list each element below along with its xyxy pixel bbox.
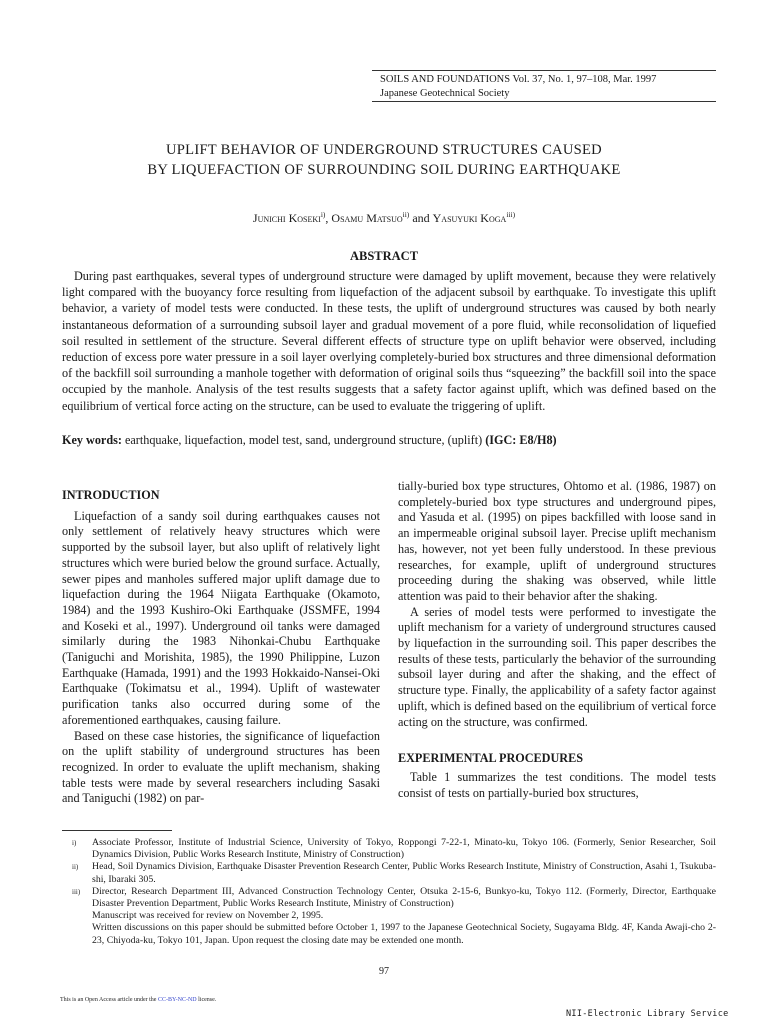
service-label: NII-Electronic Library Service bbox=[566, 1009, 729, 1019]
author-3: Yasuyuki Koga bbox=[432, 211, 507, 225]
author-1-affil-mark: i) bbox=[320, 210, 326, 219]
paragraph: Liquefaction of a sandy soil during earthquakes causes not only settlement of relatively heavy structures which were supported by the subsoil layer, but also uplift of relatively light structures which were buried below the ground surface. Actually, sewer pipes and manholes suffered major uplift damage due to liquefaction during the 1964 Niigata Earthquake (Okamoto, 1984) and the 1993 Kushiro-Oki Earthquake (JSSMFE, 1994 and Koseki et al., 1997). Underground oil tanks were damaged similarly during the 1983 Nihonkai-Chubu Earthquake (Taniguchi and Morishita, 1985), the 1990 Philippine, Luzon Earthquake (Hamada, 1991) and the 1993 Hokkaido-Nansei-Oki Earthquake (Tokimatsu et al., 1994). Uplift of wastewater purification tanks also occurred during some of the aforementioned earthquakes, causing failure. bbox=[62, 508, 380, 727]
title-line-1: UPLIFT BEHAVIOR OF UNDERGROUND STRUCTURES CAUSED bbox=[166, 142, 602, 158]
license-link[interactable]: CC-BY-NC-ND bbox=[157, 997, 197, 1003]
footnote bbox=[62, 861, 716, 885]
footnote bbox=[62, 910, 716, 922]
footnote bbox=[62, 837, 716, 861]
footnote-text: Director, Research Department III, Advanced Construction Technology Center, Otsuka 2-15-6, Bunkyo-ku, Tokyo 112. (Formerly, Director, Earthquake Disaster Prevention Department, Public Works Research Institute, Ministry of Construction) bbox=[92, 885, 716, 910]
page-number: 97 bbox=[379, 966, 389, 977]
author-3-affil-mark: iii) bbox=[506, 210, 516, 219]
author-2-affil-mark: ii) bbox=[402, 210, 410, 219]
footnote-mark bbox=[62, 910, 92, 922]
abstract-text: During past earthquakes, several types of underground structure were damaged by uplift movement, because they were relatively light compared with the buoyancy force resulting from liquefaction of the adjacent subsoil by earthquake. To investigate this uplift behavior, a variety of model tests were conducted. In these tests, the uplift of underground structures was caused by both nearly instantaneous deformation of a surrounding subsoil layer and gradual movement of a pore fluid, while reconsolidation of liquefied soil resulted in settlement of the structure. Several different effects of structure type on uplift behavior were observed, including reduction of excess pore water pressure in a soil layer overlying completely-buried box structures and three dimensional deformation of the backfill soil surrounding a manhole together with deformation of original soils thus “squeezing” the backfill soil into the space occupied by the manhole. Analysis of the test results suggests that a safety factor against uplift, which was defined based on the equilibrium of vertical force acting on the structure, can be used to evaluate the triggering of uplift. bbox=[62, 269, 716, 413]
footnote-text: Written discussions on this paper should be submitted before October 1, 1997 to the Japanese Geotechnical Society, Sugayama Bldg. 4F, Kanda Awaji-cho 2-23, Chiyoda-ku, Tokyo 101, Japan. Upon request the closing date may be extended one month. bbox=[92, 922, 716, 946]
footnote-text: Head, Soil Dynamics Division, Earthquake Disaster Prevention Research Center, Public Works Research Institute, Ministry of Construction, Asahi 1, Tsukuba-shi, Ibaraki 305. bbox=[92, 861, 716, 885]
license-notice bbox=[60, 997, 216, 1003]
footnote bbox=[62, 922, 716, 946]
license-prefix: This is an Open Access article under the bbox=[60, 997, 158, 1003]
society-name: Japanese Geotechnical Society bbox=[380, 88, 510, 99]
section-heading-experimental-procedures: EXPERIMENTAL PROCEDURES bbox=[398, 751, 583, 766]
paragraph: A series of model tests were performed to investigate the uplift mechanism for a variety of underground structures caused by liquefaction in the surrounding soil. This paper describes the results of these tests, particularly the behavior of the surrounding subsoil layer during and after the shaking, and the effect of structure type. Finally, the applicability of a safety factor against uplift, which is defined based on the equilibrium of vertical force acting on the structure, was confirmed. bbox=[398, 604, 716, 729]
author-1: Junichi Koseki bbox=[252, 211, 321, 225]
footnote-mark bbox=[62, 922, 92, 946]
abstract-heading: ABSTRACT bbox=[349, 249, 419, 263]
igc-code: (IGC: E8/H8) bbox=[485, 433, 557, 447]
header-rule-bottom bbox=[372, 101, 716, 102]
footnote bbox=[62, 886, 716, 910]
keywords bbox=[62, 432, 716, 448]
footnote-mark: iii) bbox=[72, 887, 81, 896]
author-separator: , bbox=[325, 211, 332, 225]
paragraph: Table 1 summarizes the test conditions. The model tests consist of tests on partially-buried box structures, bbox=[398, 769, 716, 800]
keywords-list: earthquake, liquefaction, model test, sand, underground structure, (uplift) bbox=[121, 433, 486, 447]
left-column bbox=[62, 488, 380, 807]
footnote-mark: i) bbox=[72, 839, 77, 847]
paragraph: Based on these case histories, the significance of liquefaction on the uplift stability of underground structures has been recognized. In order to evaluate the uplift mechanism, shaking table tests were made by several researchers including Sasaki and Taniguchi (1982) on par- bbox=[62, 728, 380, 806]
author-2: Osamu Matsuo bbox=[331, 211, 403, 225]
author-list bbox=[60, 210, 708, 226]
footnote-text: Manuscript was received for review on November 2, 1995. bbox=[92, 910, 324, 922]
footnote-text: Associate Professor, Institute of Industrial Science, University of Tokyo, Roppongi 7-22-1, Minato-ku, Tokyo 106. (Formerly, Senior Researcher, Soil Dynamics Division, Public Works Research Institute, Ministry of Construction) bbox=[92, 837, 716, 861]
title-line-2: BY LIQUEFACTION OF SURROUNDING SOIL DURING EARTHQUAKE bbox=[147, 162, 621, 178]
section-heading-introduction: INTRODUCTION bbox=[62, 488, 160, 502]
footnote-mark: ii) bbox=[72, 863, 79, 872]
header-rule-top bbox=[372, 70, 716, 71]
journal-citation: SOILS AND FOUNDATIONS Vol. 37, No. 1, 97–108, Mar. 1997 bbox=[380, 74, 657, 85]
keywords-label: Key words: bbox=[62, 433, 122, 447]
license-suffix: license. bbox=[196, 997, 217, 1003]
right-column bbox=[398, 479, 716, 801]
paper-title bbox=[60, 140, 708, 180]
author-separator: and bbox=[409, 211, 433, 225]
footnotes bbox=[62, 837, 716, 947]
footnote-rule bbox=[62, 830, 172, 831]
paragraph: tially-buried box type structures, Ohtomo et al. (1986, 1987) on completely-buried box type structures and underground pipes, and Yasuda et al. (1995) on pipes backfilled with loose sand in an impermeable original subsoil layer. Precise uplift mechanism has, however, not yet been fully understood. In these previous researches, for example, uplift of underground structures proceeding during the shaking was observed, while little attention was paid to their behavior after the shaking. bbox=[398, 479, 716, 603]
